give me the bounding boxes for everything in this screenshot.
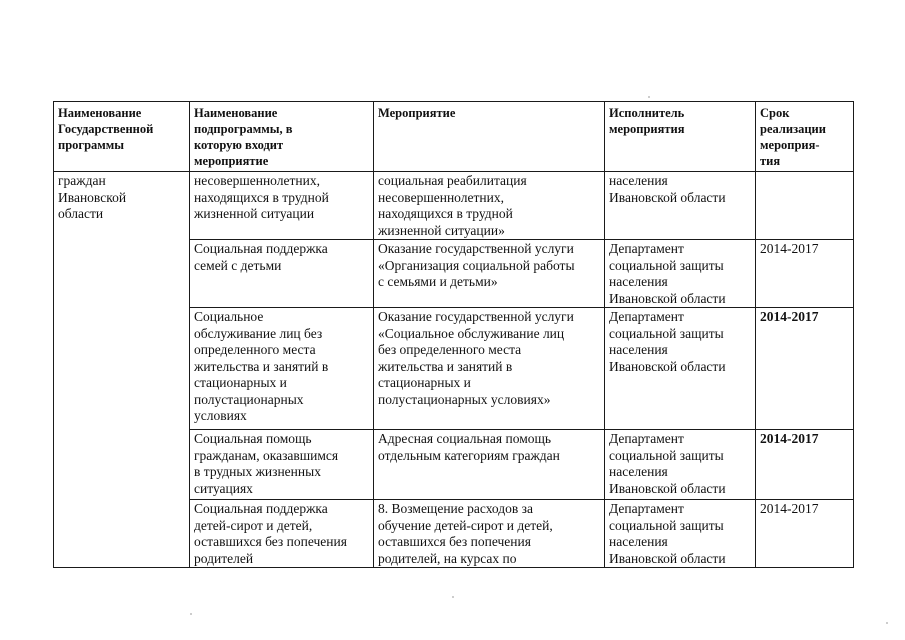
term-cell: 2014-2017 bbox=[756, 240, 854, 308]
term-cell: 2014-2017 bbox=[756, 500, 854, 568]
scan-speck bbox=[648, 96, 650, 98]
subprogram-cell: Социальная поддержка детей-сирот и детей, оставшихся без попечения родителей bbox=[190, 500, 374, 568]
measure-cell: социальная реабилитация несовершеннолетних, находящихся в трудной жизненной ситуации» bbox=[374, 172, 605, 240]
measure-cell: Оказание государственной услуги «Организация социальной работы с семьями и детьми» bbox=[374, 240, 605, 308]
measure-cell: 8. Возмещение расходов за обучение детей-сирот и детей, оставшихся без попечения родителей, на курсах по bbox=[374, 500, 605, 568]
header-measure: Мероприятие bbox=[374, 102, 605, 172]
program-measures-table bbox=[53, 101, 854, 568]
executor-cell: Департамент социальной защиты населения Ивановской области bbox=[605, 308, 756, 430]
scan-speck bbox=[886, 622, 888, 624]
header-term: Срок реализации мероприя- тия bbox=[756, 102, 854, 172]
executor-cell: Департамент социальной защиты населения Ивановской области bbox=[605, 500, 756, 568]
executor-cell: Департамент социальной защиты населения Ивановской области bbox=[605, 240, 756, 308]
scan-speck bbox=[190, 613, 192, 615]
table-row bbox=[54, 172, 854, 240]
term-cell: 2014-2017 bbox=[756, 308, 854, 430]
header-program-name: Наименование Государственной программы bbox=[54, 102, 190, 172]
subprogram-cell: Социальное обслуживание лиц без определенного места жительства и занятий в стационарных и полустационарных условиях bbox=[190, 308, 374, 430]
term-cell bbox=[756, 172, 854, 240]
scan-speck bbox=[452, 596, 454, 598]
program-name-cell: граждан Ивановской области bbox=[54, 172, 190, 568]
subprogram-cell: Социальная помощь гражданам, оказавшимся в трудных жизненных ситуациях bbox=[190, 430, 374, 500]
header-subprogram-name: Наименование подпрограммы, в которую входит мероприятие bbox=[190, 102, 374, 172]
subprogram-cell: несовершеннолетних, находящихся в трудной жизненной ситуации bbox=[190, 172, 374, 240]
executor-cell: Департамент социальной защиты населения Ивановской области bbox=[605, 430, 756, 500]
table-header-row bbox=[54, 102, 854, 172]
measure-cell: Адресная социальная помощь отдельным категориям граждан bbox=[374, 430, 605, 500]
executor-cell: населения Ивановской области bbox=[605, 172, 756, 240]
term-cell: 2014-2017 bbox=[756, 430, 854, 500]
header-executor: Исполнитель мероприятия bbox=[605, 102, 756, 172]
subprogram-cell: Социальная поддержка семей с детьми bbox=[190, 240, 374, 308]
measure-cell: Оказание государственной услуги «Социальное обслуживание лиц без определенного места жительства и занятий в стационарных и полустационарных условиях» bbox=[374, 308, 605, 430]
